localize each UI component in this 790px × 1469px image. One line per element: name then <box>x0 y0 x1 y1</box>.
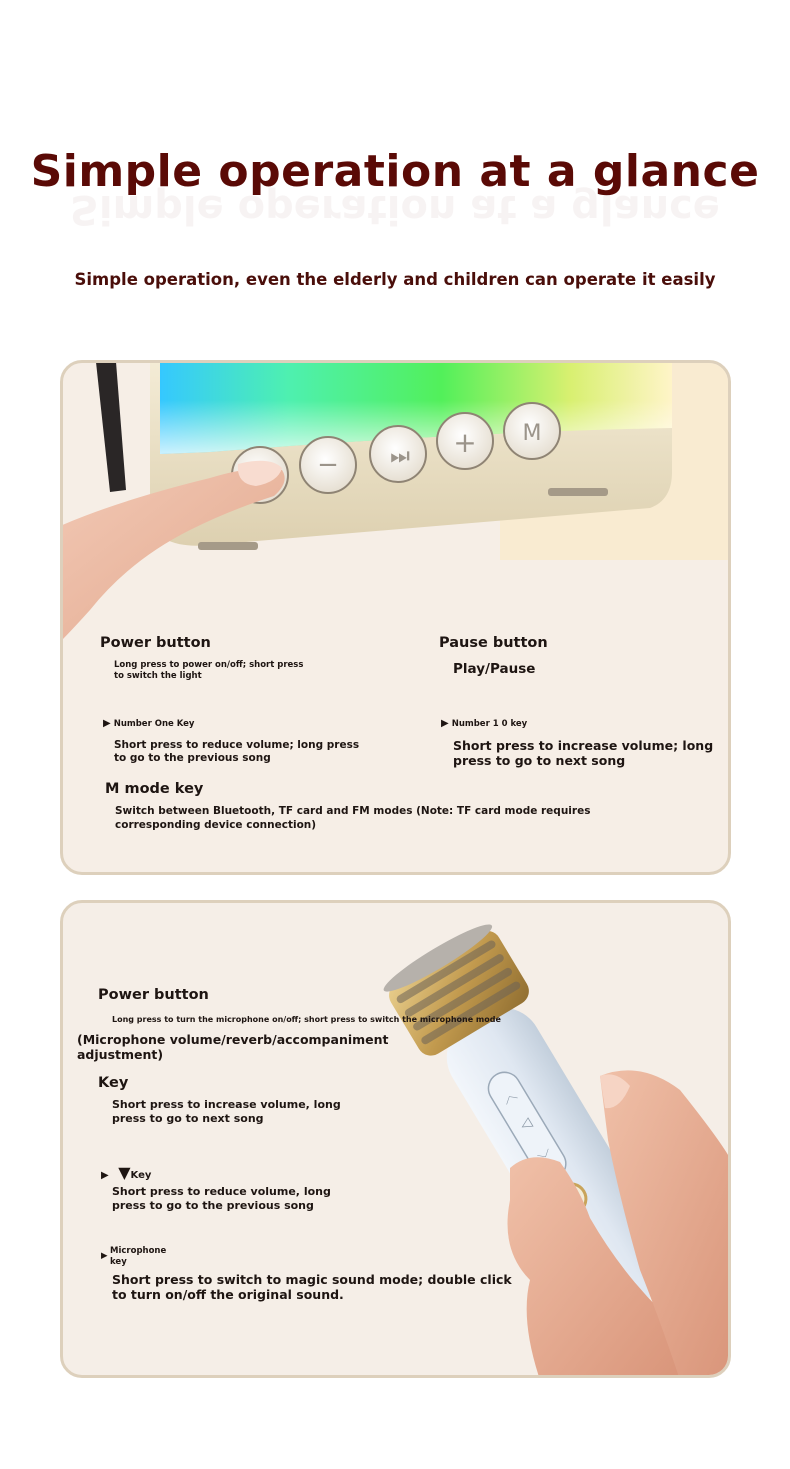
power-button-desc-line2: to switch the light <box>114 671 202 681</box>
triangle-down-icon: ▼ <box>118 1163 131 1182</box>
mic-down-key-title <box>101 1163 151 1182</box>
pause-button-desc: Play/Pause <box>453 661 536 677</box>
number-ten-key-desc-line2: press to go to next song <box>453 753 626 768</box>
m-mode-key-desc-line2: corresponding device connection) <box>115 819 317 831</box>
power-button-desc-line1: Long press to power on/off; short press <box>114 660 304 670</box>
number-one-key-desc-line1: Short press to reduce volume; long press <box>114 739 360 751</box>
mic-microphone-key-title-line2: key <box>110 1257 127 1267</box>
number-ten-key-label: Number 1 0 key <box>451 719 528 729</box>
speaker-illustration <box>60 360 731 875</box>
svg-text:+: + <box>453 426 477 459</box>
page-title: Simple operation at a glance <box>30 146 760 197</box>
mic-microphone-key-desc-line1: Short press to switch to magic sound mode; double click <box>112 1272 512 1287</box>
mic-down-key-desc <box>112 1185 331 1213</box>
number-ten-key-title <box>441 718 527 730</box>
triangle-right-icon: ▶ <box>101 1170 109 1181</box>
triangle-right-icon: ▶ <box>441 718 449 729</box>
m-mode-key-desc <box>115 804 590 832</box>
microphone-illustration <box>60 900 731 1378</box>
m-mode-key-desc-line1: Switch between Bluetooth, TF card and FM modes (Note: TF card mode requires <box>115 805 591 817</box>
microphone-panel <box>60 900 731 1378</box>
number-ten-key-desc-line1: Short press to increase volume; long <box>453 738 714 753</box>
triangle-right-icon: ▶ <box>101 1251 108 1261</box>
svg-text:⏭: ⏭ <box>390 444 410 469</box>
mic-microphone-key-desc <box>112 1272 512 1302</box>
mic-microphone-key-title <box>101 1246 166 1268</box>
mic-down-key-desc-line1: Short press to reduce volume, long <box>112 1185 331 1198</box>
mic-microphone-key-title-line1: Microphone <box>110 1246 167 1256</box>
mic-microphone-key-desc-line2: to turn on/off the original sound. <box>112 1287 344 1302</box>
mic-adjustment-line1: (Microphone volume/reverb/accompaniment <box>77 1032 389 1047</box>
mic-key-desc <box>112 1098 341 1126</box>
svg-text:︿: ︿ <box>499 1086 520 1108</box>
svg-text:M: M <box>522 421 542 446</box>
page-subtitle: Simple operation, even the elderly and children can operate it easily <box>74 270 716 289</box>
number-one-key-desc-line2: to go to the previous song <box>114 752 271 764</box>
number-one-key-desc <box>114 739 359 765</box>
mic-adjustment-line2: adjustment) <box>77 1047 164 1062</box>
mic-down-key-label: Key <box>130 1170 152 1181</box>
number-one-key-title <box>103 718 194 730</box>
mic-key-desc-line2: press to go to next song <box>112 1112 264 1125</box>
pause-button-title: Pause button <box>439 635 548 651</box>
mic-power-button-title: Power button <box>98 987 209 1003</box>
mic-down-key-desc-line2: press to go to the previous song <box>112 1199 314 1212</box>
svg-text:◁: ◁ <box>517 1114 535 1134</box>
number-ten-key-desc <box>453 738 713 768</box>
m-mode-key-title: M mode key <box>105 781 204 797</box>
svg-text:−: − <box>317 450 339 480</box>
speaker-panel <box>60 360 731 875</box>
power-button-desc <box>114 660 303 682</box>
mic-key-desc-line1: Short press to increase volume, long <box>112 1098 341 1111</box>
mic-power-button-desc: Long press to turn the microphone on/off; short press to switch the microphone mode <box>112 1015 501 1024</box>
power-button-title: Power button <box>100 635 211 651</box>
mic-adjustment-note <box>77 1032 389 1062</box>
number-one-key-label: Number One Key <box>113 719 195 729</box>
triangle-right-icon: ▶ <box>103 718 111 729</box>
mic-key-title: Key <box>98 1075 129 1091</box>
